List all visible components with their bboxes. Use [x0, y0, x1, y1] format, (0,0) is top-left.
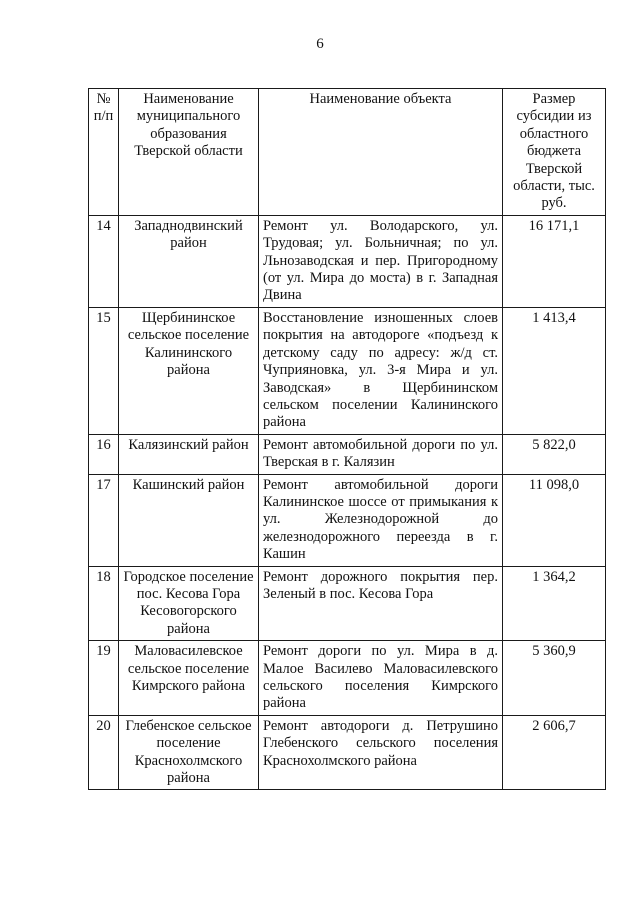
- row-object: Восстановление изношенных слоев покрытия на автодороге «подъезд к детскому саду по адресу: ж/д ст. Чуприяновка, ул. 3-я Мира и ул. Заводская» в Щербининском сельском поселении Калининского района: [259, 307, 503, 434]
- table-row: [89, 715, 606, 790]
- row-object: Ремонт автодороги д. Петрушино Глебенского сельского поселения Краснохолмского района: [259, 715, 503, 790]
- table-row: [89, 215, 606, 307]
- row-object: Ремонт автомобильной дороги Калининское шоссе от примыкания к ул. Железнодорожной до железнодорожного переезда в г. Кашин: [259, 474, 503, 566]
- header-object: Наименование объекта: [259, 89, 503, 216]
- row-num: 19: [89, 641, 119, 716]
- row-municipality: Щербининское сельское поселение Калининского района: [119, 307, 259, 434]
- row-object: Ремонт дороги по ул. Мира в д. Малое Василево Маловасилевского сельского поселения Кимрского района: [259, 641, 503, 716]
- table-row: [89, 307, 606, 434]
- row-subsidy: 5 822,0: [503, 434, 606, 474]
- row-num: 20: [89, 715, 119, 790]
- row-object: Ремонт ул. Володарского, ул. Трудовая; ул. Больничная; по ул. Льнозаводская и пер. Пригородному (от ул. Мира до моста) в г. Западная Двина: [259, 215, 503, 307]
- row-subsidy: 2 606,7: [503, 715, 606, 790]
- table-row: [89, 641, 606, 716]
- row-municipality: Глебенское сельское поселение Краснохолмского района: [119, 715, 259, 790]
- row-num: 18: [89, 566, 119, 641]
- row-municipality: Маловасилевское сельское поселение Кимрского района: [119, 641, 259, 716]
- header-num: № п/п: [89, 89, 119, 216]
- row-municipality: Городское поселение пос. Кесова Гора Кесовогорского района: [119, 566, 259, 641]
- page-number: 6: [316, 36, 324, 52]
- row-municipality: Кашинский район: [119, 474, 259, 566]
- row-municipality: Калязинский район: [119, 434, 259, 474]
- row-subsidy: 11 098,0: [503, 474, 606, 566]
- table-header-row: [89, 89, 606, 216]
- row-subsidy: 5 360,9: [503, 641, 606, 716]
- row-object: Ремонт автомобильной дороги по ул. Тверская в г. Калязин: [259, 434, 503, 474]
- row-subsidy: 1 413,4: [503, 307, 606, 434]
- row-subsidy: 1 364,2: [503, 566, 606, 641]
- header-subsidy: Размер субсидии из областного бюджета Тверской области, тыс. руб.: [503, 89, 606, 216]
- header-municipality: Наименование муниципального образования Тверской области: [119, 89, 259, 216]
- row-num: 14: [89, 215, 119, 307]
- row-num: 15: [89, 307, 119, 434]
- row-municipality: Западнодвинский район: [119, 215, 259, 307]
- subsidy-table: [88, 88, 606, 790]
- row-num: 17: [89, 474, 119, 566]
- row-num: 16: [89, 434, 119, 474]
- row-object: Ремонт дорожного покрытия пер. Зеленый в пос. Кесова Гора: [259, 566, 503, 641]
- table-row: [89, 566, 606, 641]
- table-row: [89, 434, 606, 474]
- row-subsidy: 16 171,1: [503, 215, 606, 307]
- table-row: [89, 474, 606, 566]
